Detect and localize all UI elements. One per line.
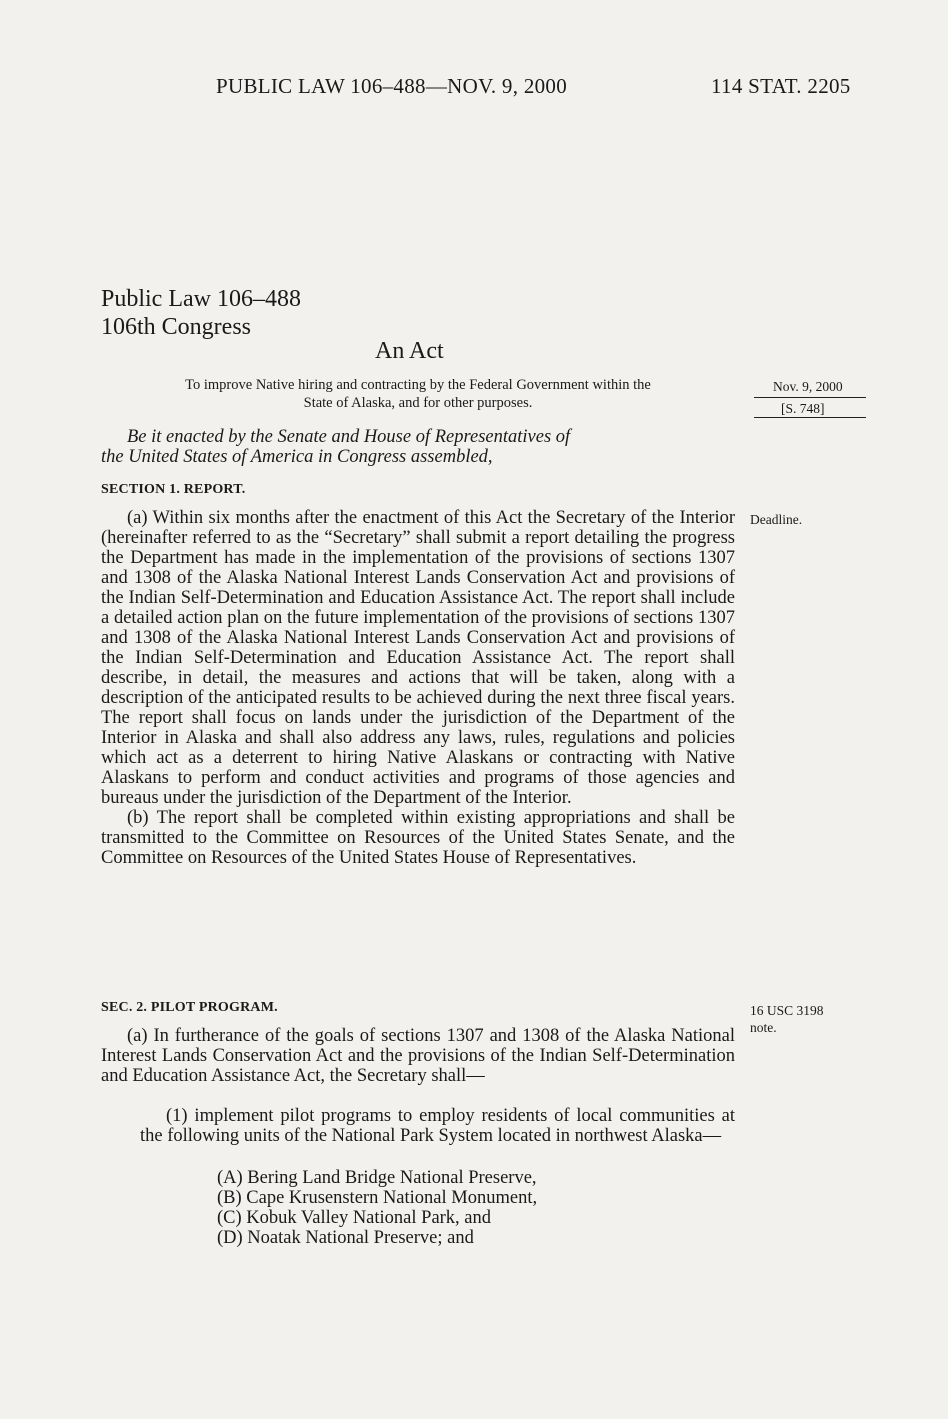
section-1-heading: SECTION 1. REPORT.	[101, 482, 246, 497]
act-heading: An Act	[375, 338, 444, 364]
list-item: (C) Kobuk Valley National Park, and	[217, 1208, 492, 1228]
running-header-right: 114 STAT. 2205	[711, 74, 851, 98]
law-number: Public Law 106–488	[101, 286, 301, 312]
deadline-note: Deadline.	[750, 512, 803, 527]
purpose-line-1: To improve Native hiring and contracting by the Federal Government within the	[185, 377, 651, 393]
enactment-date-note: Nov. 9, 2000	[773, 379, 843, 394]
section-1-body	[101, 508, 735, 868]
section-2-item-1-text: (1) implement pilot programs to employ residents of local communities at the following units of the National Park System located in northwest Alaska—	[140, 1106, 735, 1146]
congress-number: 106th Congress	[101, 314, 251, 340]
usc-note-label: note.	[750, 1020, 777, 1035]
section-1-para-a: (a) Within six months after the enactment of this Act the Secretary of the Interior (hereinafter referred to as the “Secretary” shall submit a report detailing the progress the Department has made in the implementation of the provisions of sections 1307 and 1308 of the Alaska National Interest Lands Conservation Act and provisions of the Indian Self-Determination and Education Assistance Act. The report shall include a detailed action plan on the future implementation of the provisions of sections 1307 and 1308 of the Alaska National Interest Lands Conservation Act and provisions of the Indian Self-Determination and Education Assistance Act. The report shall describe, in detail, the measures and actions that will be taken, along with a description of the anticipated results to be achieved during the next three fiscal years. The report shall focus on lands under the jurisdiction of the Department of the Interior in Alaska and shall also address any laws, rules, regulations and policies which act as a deterrent to hiring Native Alaskans or contracting with Native Alaskans to perform and conduct activities and programs of those agencies and bureaus under the jurisdiction of the Department of the Interior.	[101, 508, 735, 808]
enacting-clause	[101, 427, 737, 467]
purpose-statement	[100, 376, 736, 412]
margin-divider-bottom	[754, 417, 866, 418]
unit-list	[217, 1168, 537, 1248]
section-1-para-b: (b) The report shall be completed within existing appropriations and shall be transmitted to the Committee on Resources of the United States Senate, and the Committee on Resources of the United States House of Representatives.	[101, 808, 735, 868]
purpose-line-2: State of Alaska, and for other purposes.	[303, 395, 533, 411]
enacting-line-2: the United States of America in Congress assembled,	[101, 447, 493, 467]
section-2-heading: SEC. 2. PILOT PROGRAM.	[101, 1000, 278, 1015]
bill-number-note: [S. 748]	[781, 401, 825, 416]
section-2-body	[101, 1026, 735, 1086]
enacting-line-1: Be it enacted by the Senate and House of Representatives of	[127, 427, 571, 447]
list-item: (A) Bering Land Bridge National Preserve,	[217, 1168, 537, 1188]
margin-divider	[754, 397, 866, 398]
list-item: (D) Noatak National Preserve; and	[217, 1228, 474, 1248]
section-2-para-a: (a) In furtherance of the goals of sections 1307 and 1308 of the Alaska National Interest Lands Conservation Act and the provisions of the Indian Self-Determination and Education Assistance Act, the Secretary shall—	[101, 1026, 735, 1086]
running-header-left: PUBLIC LAW 106–488—NOV. 9, 2000	[216, 74, 568, 98]
section-2-item-1	[140, 1106, 735, 1146]
usc-citation-note: 16 USC 3198	[750, 1003, 824, 1018]
list-item: (B) Cape Krusenstern National Monument,	[217, 1188, 538, 1208]
